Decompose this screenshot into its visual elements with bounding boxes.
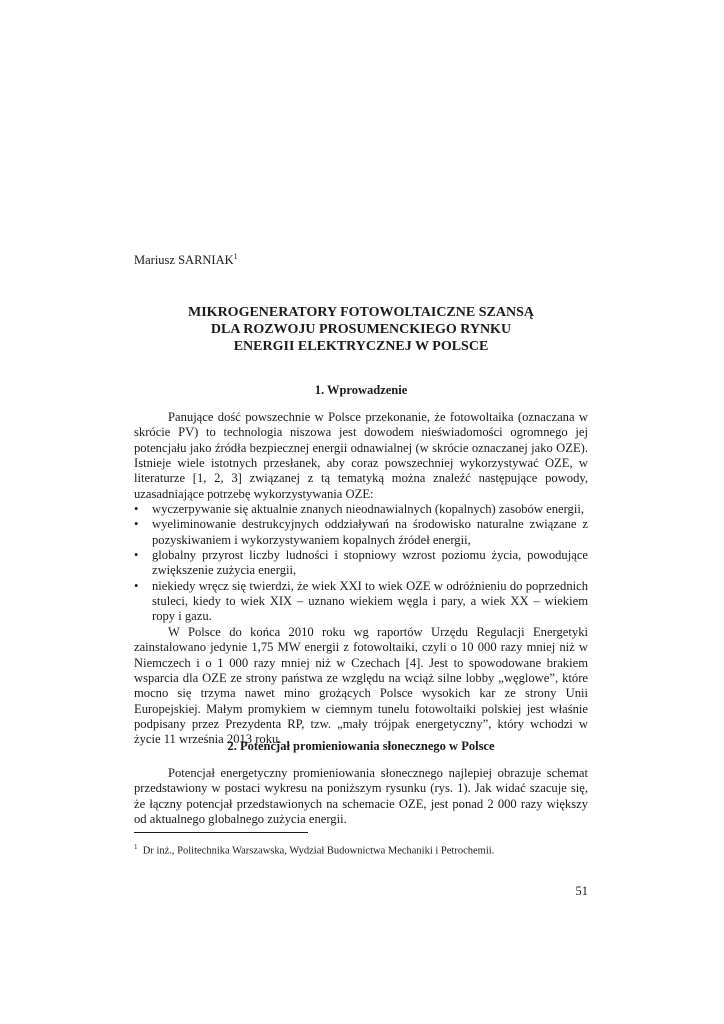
page-number: 51 [575,884,588,898]
paragraph: Panujące dość powszechnie w Polsce przekonanie, że fotowoltaika (oznaczana w skrócie PV) to technologia niszowa jest dowodem nieświadomości ogromnego jej potencjału jako źródła bezpiecznej energii odnawialnej (w skrócie oznaczanej jako OZE). Istnieje wiele istotnych przesłanek, aby coraz powszechniej wykorzystywać OZE, w literaturze [1, 2, 3] związanej z tą tematyką można znaleźć następujące powody, uzasadniające potrzebę wykorzystywania OZE: [134,410,588,501]
list-item-text: wyczerpywanie się aktualnie znanych nieodnawialnych (kopalnych) zasobów energii, [152,502,584,517]
list-item-text: wyeliminowanie destrukcyjnych oddziaływań na środowisko naturalne związane z pozyskiwaniem i wykorzystywaniem kopalnych źródeł energii, [152,517,588,547]
list-item-text: niekiedy wręcz się twierdzi, że wiek XXI to wiek OZE w odróżnieniu do poprzednich stuleci, kiedy to wiek XIX – uznano wiekiem węgla i pary, a wiek XX – wiekiem ropy i gazu. [152,578,588,624]
bullet-icon: • [134,502,139,517]
author-footnote-mark: 1 [233,252,238,261]
title-line: DLA ROZWOJU PROSUMENCKIEGO RYNKU [210,322,512,337]
list-item [134,502,588,517]
document-page [134,0,588,1024]
list-item [134,548,588,579]
footnote [134,843,494,857]
paragraph: W Polsce do końca 2010 roku wg raportów Urzędu Regulacji Energetyki zainstalowano jedynie 1,75 MW energii z fotowoltaiki, czyli o 10 000 razy mniej niż w Niemczech i o 1 000 razy mniej niż w Czechach [4]. Jest to spowodowane brakiem wsparcia dla OZE ze strony państwa ze względu na wciąż silne lobby „węglowe”, które mocno się trzyma nawet mino grożących Polsce wysokich kar ze strony Unii Europejskiej. Małym promykiem w ciemnym tunelu fotowoltaiki polskiej jest właśnie podpisany przez Prezydenta RP, tzw. „mały trójpak energetyczny”, który wchodzi w życie 11 września 2013 roku. [134,624,588,747]
bullet-icon: • [134,548,139,563]
list-item [134,517,588,548]
footnote-text: Dr inż., Politechnika Warszawska, Wydział Budownictwa Mechaniki i Petrochemii. [142,845,495,857]
section-heading-introduction: 1. Wprowadzenie [314,383,408,397]
bullet-icon: • [134,517,139,532]
paragraph: Potencjał energetyczny promieniowania słonecznego najlepiej obrazuje schemat przedstawiony w postaci wykresu na poniższym rysunku (rys. 1). Jak widać szacuje się, że łączny potencjał przedstawionych na schemacie OZE, jest ponad 2 000 razy większy od aktualnego globalnego zużycia energii. [134,766,588,827]
title-line: ENERGII ELEKTRYCZNEJ W POLSCE [233,339,489,354]
section-heading-solar-potential: 2. Potencjał promieniowania słonecznego w Polsce [227,739,495,753]
footnote-separator [134,832,308,833]
section-body-solar-potential [134,766,588,827]
section-body-introduction [134,410,588,748]
footnote-mark: 1 [134,843,138,851]
list-item-text: globalny przyrost liczby ludności i stopniowy wzrost poziomu życia, powodujące zwiększenie zużycia energii, [152,548,588,578]
author-line [134,252,238,268]
list-item [134,579,588,625]
paper-title [134,304,588,355]
title-line: MIKROGENERATORY FOTOWOLTAICZNE SZANSĄ [188,305,534,320]
bullet-icon: • [134,578,139,593]
reasons-list [134,502,588,625]
author-name: Mariusz SARNIAK [134,253,234,268]
